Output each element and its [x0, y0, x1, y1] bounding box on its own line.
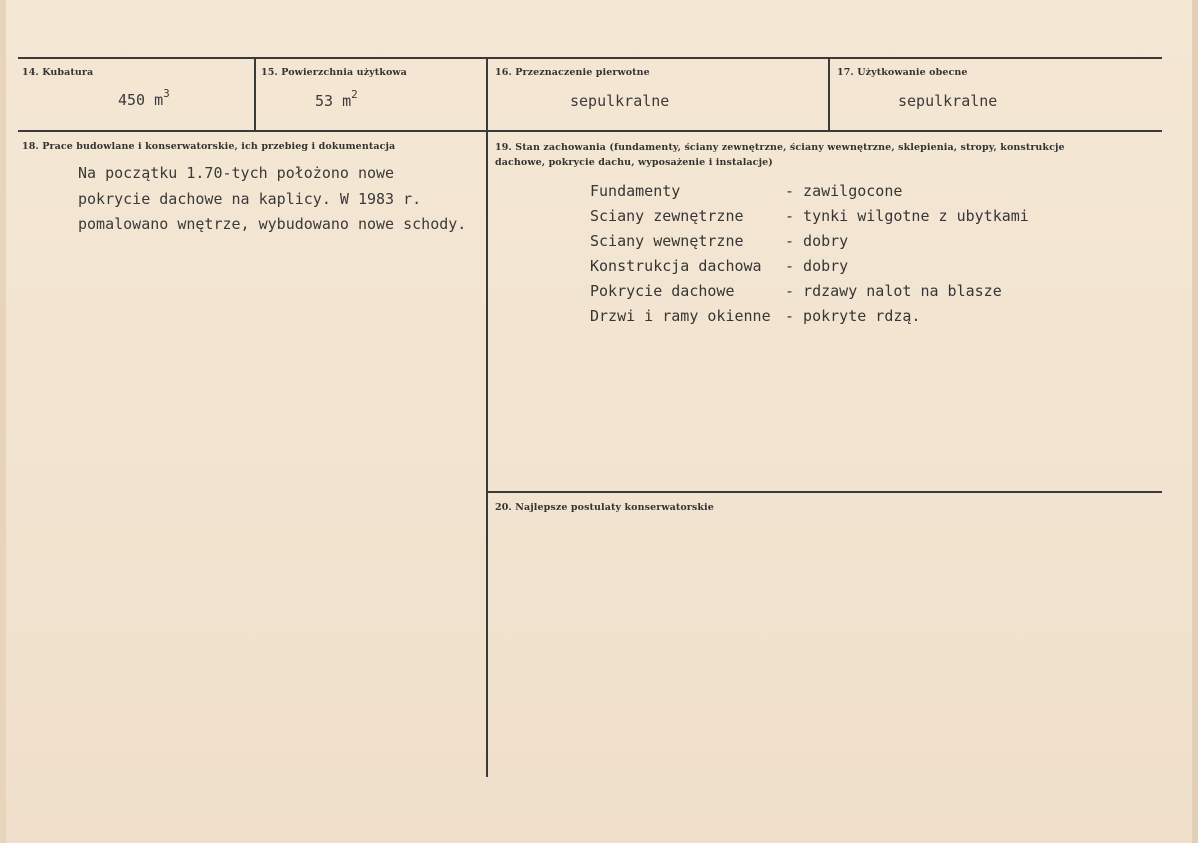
field-18-label: 18. Prace budowlane i konserwatorskie, ich przebieg i dokumentacja [22, 141, 396, 152]
card-edge-right [1192, 0, 1198, 843]
condition-value: - dobry [785, 232, 849, 250]
field-18-line: pokrycie dachowe na kaplicy. W 1983 r. [78, 189, 422, 208]
middle-rule [18, 130, 1162, 132]
condition-value: - rdzawy nalot na blasze [785, 282, 1002, 300]
condition-value: - pokryte rdzą. [785, 307, 921, 325]
divider-14-15 [254, 57, 256, 131]
card-edge-left [0, 0, 6, 843]
field-15-label: 15. Powierzchnia użytkowa [261, 67, 407, 78]
field-18-text [78, 161, 466, 238]
condition-key: Pokrycie dachowe [590, 282, 735, 300]
field-18-line: pomalowano wnętrze, wybudowano nowe schody. [78, 215, 467, 233]
condition-key: Drzwi i ramy okienne [590, 307, 771, 325]
field-17-value: sepulkralne [898, 92, 998, 110]
field-17-label: 17. Użytkowanie obecne [837, 67, 968, 78]
condition-value: - dobry [785, 257, 849, 275]
condition-value: - tynki wilgotne z ubytkami [785, 207, 1029, 225]
condition-value: - zawilgocone [785, 182, 903, 200]
field-19-list [590, 182, 1150, 342]
divider-16-17 [828, 57, 830, 131]
field-14-value: 450 $m^3$ [118, 87, 170, 109]
field-14-label: 14. Kubatura [22, 67, 94, 78]
condition-key: Sciany zewnętrzne [590, 207, 744, 225]
section-20-rule [488, 491, 1162, 493]
divider-15-16 [486, 57, 488, 777]
top-rule [18, 57, 1162, 59]
field-18-line: Na początku 1.70-tych położono nowe [78, 164, 395, 182]
field-15-value: 53 $m^2$ [315, 88, 358, 110]
field-16-value: sepulkralne [570, 92, 670, 110]
field-20-label: 20. Najlepsze postulaty konserwatorskie [495, 502, 714, 513]
condition-key: Sciany wewnętrzne [590, 232, 744, 250]
condition-key: Fundamenty [590, 182, 681, 200]
field-19-label: 19. Stan zachowania (fundamenty, ściany zewnętrzne, ściany wewnętrzne, sklepienia, stropy, konstrukcje dachowe, pokrycie dachu, wyposażenie i instalacje) [495, 142, 1065, 168]
field-16-label: 16. Przeznaczenie pierwotne [495, 67, 650, 78]
condition-key: Konstrukcja dachowa [590, 257, 762, 275]
